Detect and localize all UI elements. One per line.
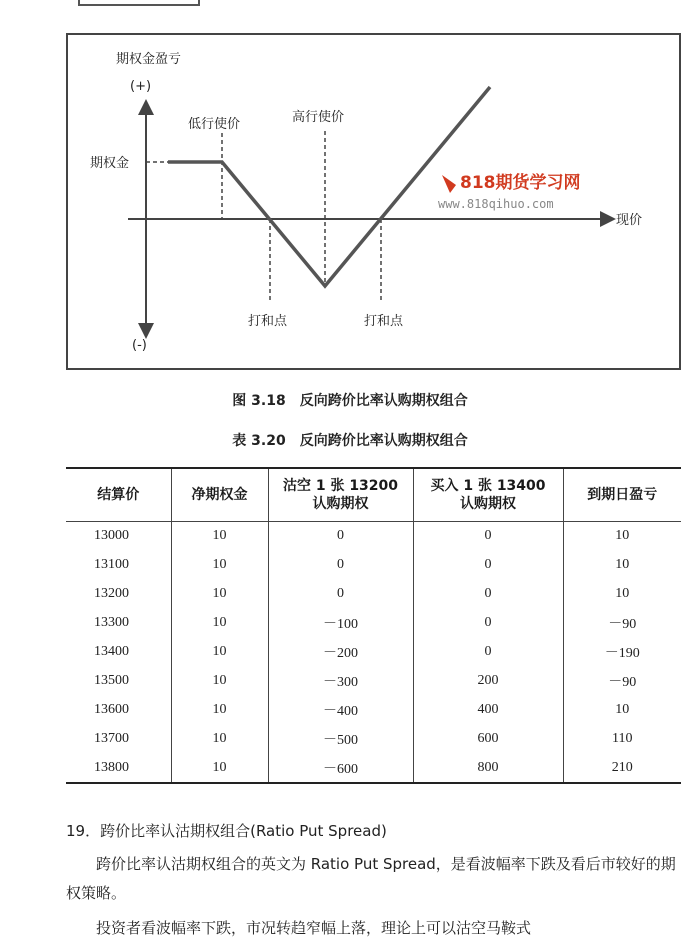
cell: －100 (268, 609, 413, 638)
cell: 13100 (66, 551, 171, 580)
header-net-premium: 净期权金 (171, 468, 268, 522)
cell: 13200 (66, 580, 171, 609)
y-axis-title: 期权金盈亏 (116, 52, 182, 67)
cell: －600 (268, 753, 413, 783)
cell: 10 (171, 522, 268, 551)
breakeven-left-label: 打和点 (248, 314, 288, 329)
table-caption-text: 反向跨价比率认购期权组合 (299, 433, 468, 449)
premium-label: 期权金 (90, 156, 130, 171)
high-strike-label: 高行使价 (292, 110, 345, 125)
cell: 0 (413, 522, 563, 551)
cell: 13000 (66, 522, 171, 551)
cell: 400 (413, 695, 563, 724)
cell: 0 (413, 638, 563, 667)
table-row (66, 666, 681, 695)
cell: 13800 (66, 753, 171, 783)
watermark-logo-icon (442, 175, 456, 193)
figure-caption-number: 图 3.18 (232, 393, 286, 409)
x-axis-label: 现价 (616, 213, 643, 228)
cell: 13700 (66, 724, 171, 753)
cell: 0 (268, 551, 413, 580)
header-expiry-pnl: 到期日盈亏 (563, 468, 681, 522)
cell: 0 (413, 551, 563, 580)
cell: 10 (563, 551, 681, 580)
cell: 0 (268, 580, 413, 609)
cell: 200 (413, 666, 563, 695)
cell: －90 (563, 666, 681, 695)
table-caption-number: 表 3.20 (232, 433, 286, 449)
cell: 0 (268, 522, 413, 551)
paragraph: 跨价比率认沽期权组合的英文为 Ratio Put Spread，是看波幅率下跌及看后市较好的期权策略。 (66, 855, 676, 902)
cell: 13300 (66, 609, 171, 638)
table-row (66, 638, 681, 667)
cell: －90 (563, 609, 681, 638)
y-plus-label: (+) (130, 79, 152, 94)
cell: 10 (171, 551, 268, 580)
table-caption (0, 430, 700, 450)
payoff-table (66, 467, 681, 784)
header-settlement-price: 结算价 (66, 468, 171, 522)
cell: 10 (171, 753, 268, 783)
table-row (66, 551, 681, 580)
figure-caption (0, 390, 700, 410)
cell: 13500 (66, 666, 171, 695)
watermark-logo: 818期货学习网 (460, 173, 581, 193)
breakeven-right-label: 打和点 (364, 314, 404, 329)
table-row (66, 580, 681, 609)
cell: 10 (171, 580, 268, 609)
cell: 10 (171, 666, 268, 695)
cell: 10 (171, 609, 268, 638)
paragraph: 投资者看波幅率下跌，市况转趋窄幅上落，理论上可以沽空马鞍式 (96, 919, 532, 937)
cell: 10 (171, 724, 268, 753)
cell: 800 (413, 753, 563, 783)
watermark (438, 172, 581, 211)
table-row (66, 695, 681, 724)
cell: 13400 (66, 638, 171, 667)
cell: 10 (171, 695, 268, 724)
table-row (66, 724, 681, 753)
cell: 110 (563, 724, 681, 753)
cell: 10 (563, 522, 681, 551)
low-strike-label: 低行使价 (188, 117, 241, 132)
cell: 10 (563, 580, 681, 609)
section-heading: 19．跨价比率认沽期权组合(Ratio Put Spread) (66, 822, 387, 840)
cell: －500 (268, 724, 413, 753)
figure-caption-text: 反向跨价比率认购期权组合 (299, 393, 468, 409)
table-header-row (66, 468, 681, 522)
cell: －300 (268, 666, 413, 695)
cell: 0 (413, 609, 563, 638)
cell: 210 (563, 753, 681, 783)
table-row (66, 753, 681, 783)
payoff-diagram (66, 33, 681, 370)
cell: 13600 (66, 695, 171, 724)
table-row (66, 609, 681, 638)
payoff-diagram-svg (68, 35, 683, 372)
header-fragment (78, 0, 200, 6)
header-short-call: 沽空 1 张 13200 认购期权 (268, 468, 413, 522)
y-minus-label: (-) (132, 338, 147, 353)
cell: －400 (268, 695, 413, 724)
cell: －200 (268, 638, 413, 667)
cell: 10 (563, 695, 681, 724)
cell: －190 (563, 638, 681, 667)
cell: 0 (413, 580, 563, 609)
table-row (66, 522, 681, 551)
cell: 600 (413, 724, 563, 753)
watermark-url: www.818qihuo.com (438, 197, 554, 211)
header-long-call: 买入 1 张 13400 认购期权 (413, 468, 563, 522)
cell: 10 (171, 638, 268, 667)
